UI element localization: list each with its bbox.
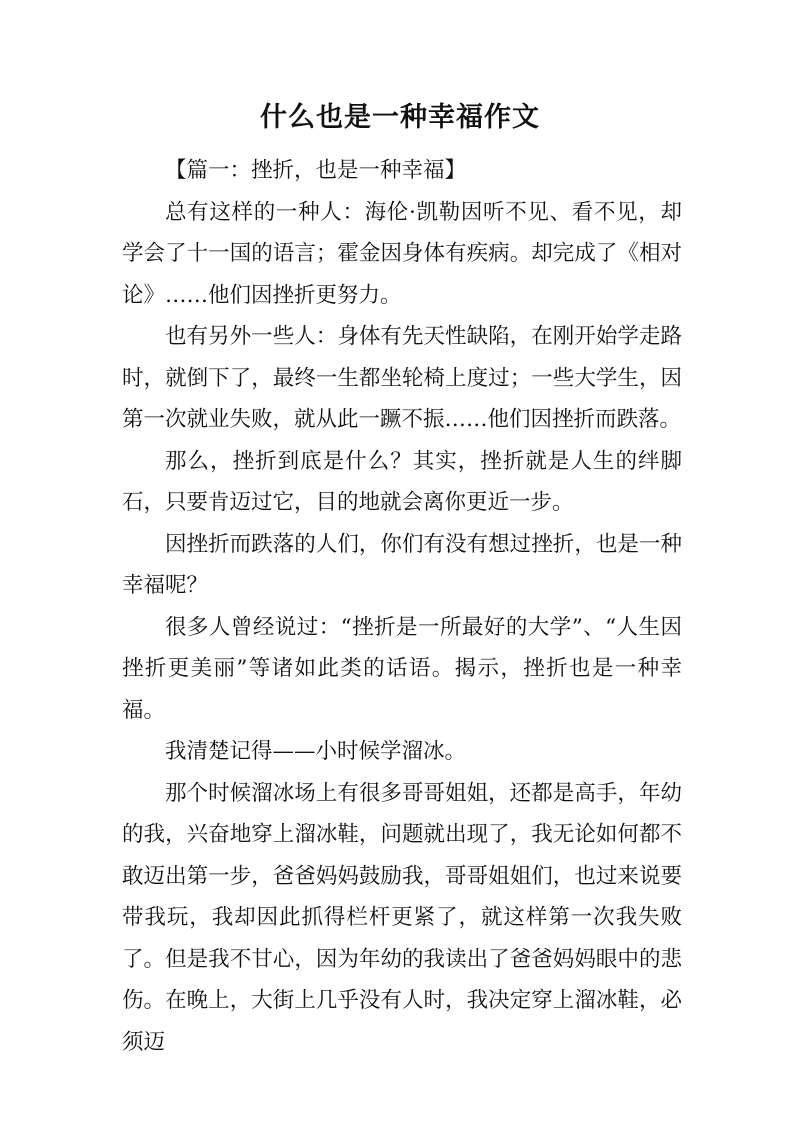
paragraph: 也有另外一些人：身体有先天性缺陷，在刚开始学走路时，就倒下了，最终一生都坐轮椅上度过；一些大学生，因第一次就业失败，就从此一蹶不振……他们因挫折而跌落。 bbox=[122, 324, 682, 432]
paragraph: 总有这样的一种人：海伦·凯勒因听不见、看不见，却学会了十一国的语言；霍金因身体有疾病。却完成了《相对论》……他们因挫折更努力。 bbox=[122, 199, 682, 308]
paragraph: 因挫折而跌落的人们，你们有没有想过挫折，也是一种幸福呢？ bbox=[122, 531, 682, 598]
document-body bbox=[122, 150, 682, 1063]
paragraph: 我清楚记得——小时候学溜冰。 bbox=[165, 739, 467, 764]
paragraph: 很多人曾经说过：“挫折是一所最好的大学”、“人生因挫折更美丽”等诸如此类的话语。揭示，挫折也是一种幸福。 bbox=[122, 614, 682, 723]
paragraph: 那么，挫折到底是什么？其实，挫折就是人生的绊脚石，只要肯迈过它，目的地就会离你更近一步。 bbox=[122, 448, 682, 515]
paragraph: 那个时候溜冰场上有很多哥哥姐姐，还都是高手，年幼的我，兴奋地穿上溜冰鞋，问题就出现了，我无论如何都不敢迈出第一步，爸爸妈妈鼓励我，哥哥姐姐们，也过来说要带我玩，我却因此抓得栏杆更紧了，就这样第一次我失败了。但是我不甘心，因为年幼的我读出了爸爸妈妈眼中的悲伤。在晚上，大街上几乎没有人时，我决定穿上溜冰鞋，必须迈 bbox=[122, 780, 682, 1055]
section-heading: 【篇一：挫折，也是一种幸福】 bbox=[165, 158, 467, 183]
document-title: 什么也是一种幸福作文 bbox=[260, 102, 540, 133]
